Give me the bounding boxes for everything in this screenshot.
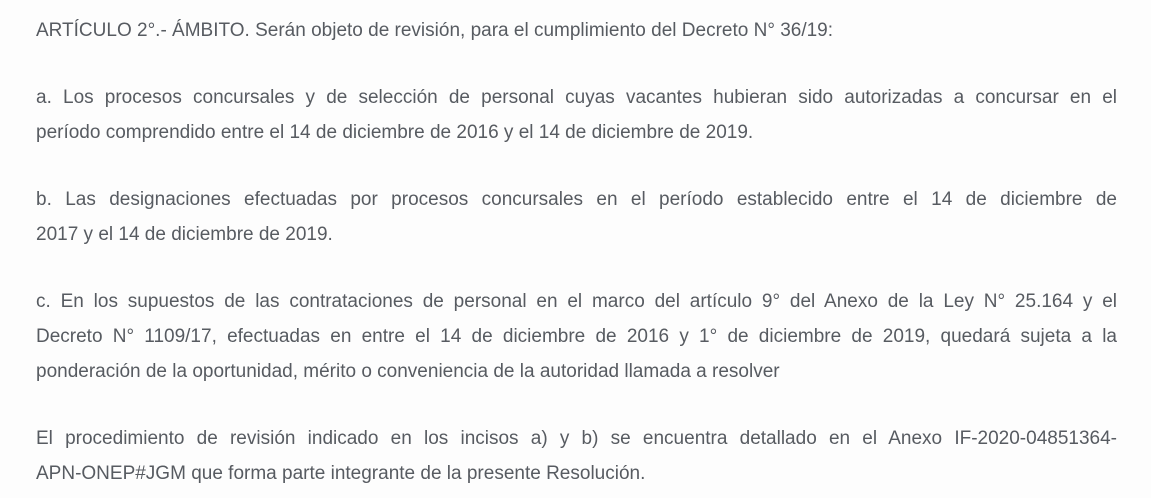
article-heading: ARTÍCULO 2°.- ÁMBITO. Serán objeto de revisión, para el cumplimiento del Decreto N° 36/19: [36, 20, 834, 41]
text-line: El procedimiento de revisión indicado en los incisos a) y b) se encuentra detallado en el Anexo IF-2020-04851364- [36, 428, 1117, 449]
text-line: c. En los supuestos de las contrataciones de personal en el marco del artículo 9° del Anexo de la Ley N° 25.164 y el [36, 291, 1117, 312]
text-line: ponderación de la oportunidad, mérito o conveniencia de la autoridad llamada a resolver [36, 361, 780, 382]
text-line: a. Los procesos concursales y de selección de personal cuyas vacantes hubieran sido autorizadas a concursar en el [36, 87, 1117, 108]
text-line: APN-ONEP#JGM que forma parte integrante de la presente Resolución. [36, 463, 646, 484]
text-line: 2017 y el 14 de diciembre de 2019. [36, 224, 333, 245]
text-line: Decreto N° 1109/17, efectuadas en entre el 14 de diciembre de 2016 y 1° de diciembre de 2019, quedará sujeta a la [36, 326, 1117, 347]
paragraph-c [36, 284, 1117, 389]
text-line: b. Las designaciones efectuadas por procesos concursales en el período establecido entre el 14 de diciembre de [36, 189, 1117, 210]
paragraph-b [36, 182, 1117, 252]
closing-paragraph [36, 421, 1117, 491]
paragraph-a [36, 80, 1117, 150]
text-line: período comprendido entre el 14 de diciembre de 2016 y el 14 de diciembre de 2019. [36, 122, 754, 143]
